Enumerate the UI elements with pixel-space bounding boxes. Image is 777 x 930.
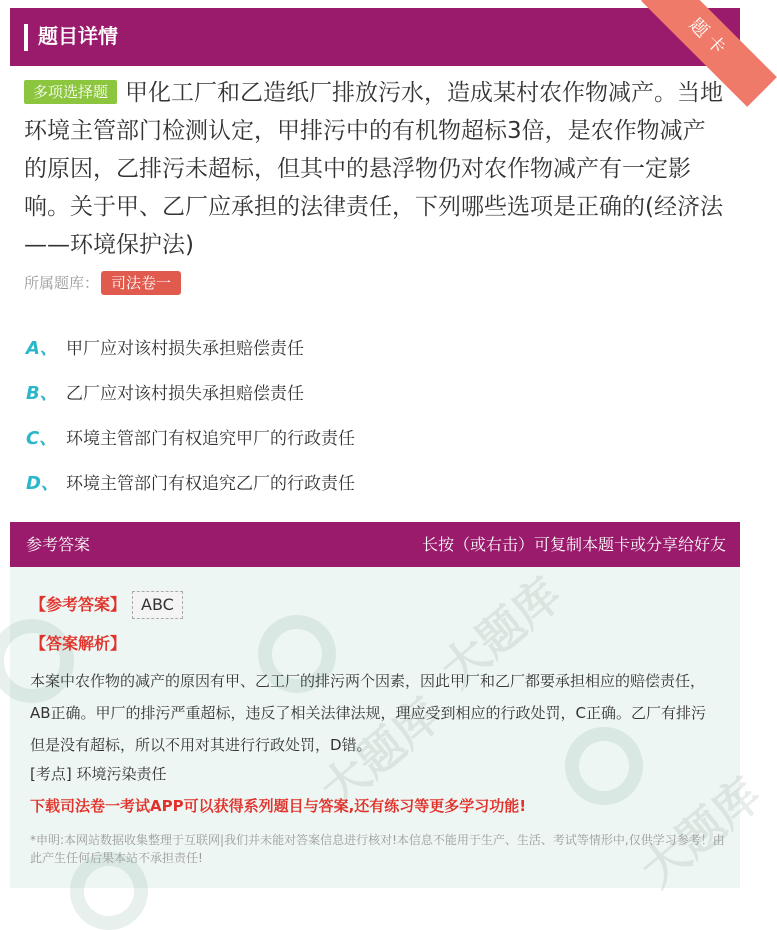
option-a[interactable]: [26, 324, 726, 369]
bank-label: 所属题库：: [24, 274, 100, 292]
option-text: 环境主管部门有权追究乙厂的行政责任: [66, 474, 355, 494]
option-text: 甲厂应对该村损失承担赔偿责任: [66, 339, 304, 359]
option-letter: D、: [26, 472, 59, 494]
option-c[interactable]: [26, 414, 726, 459]
analysis-text: 本案中农作物的减产的原因有甲、乙工厂的排污两个因素，因此甲厂和乙厂都要承担相应的赔偿责任，AB正确。甲厂的排污严重超标，违反了相关法律法规，理应受到相应的行政处罚，C正确。乙厂有排污但是没有超标，所以不用对其进行行政处罚，D错。: [30, 672, 707, 754]
answer-value: ABC: [132, 591, 183, 619]
app-download-promo[interactable]: 下载司法卷一考试APP可以获得系列题目与答案,还有练习等更多学习功能!: [30, 797, 527, 815]
option-b[interactable]: [26, 369, 726, 414]
option-letter: C、: [26, 427, 58, 449]
disclaimer: *申明:本网站数据收集整理于互联网|我们并未能对答案信息进行核对!本信息不能用于生产、生活、考试等情形中,仅供学习参考！由此产生任何后果本站不承担责任!: [30, 833, 725, 865]
header-accent-bar: [24, 24, 28, 51]
question-type-tag: 多项选择题: [24, 80, 117, 104]
page-title: 题目详情: [38, 24, 118, 48]
reference-answer: [30, 591, 183, 619]
knowledge-point: [考点] 环境污染责任: [30, 765, 167, 783]
share-hint: 长按（或右击）可复制本题卡或分享给好友: [421, 535, 726, 554]
option-letter: A、: [26, 337, 58, 359]
corner-ribbon-label: 题卡: [641, 0, 777, 107]
option-letter: B、: [26, 382, 58, 404]
option-text: 乙厂应对该村损失承担赔偿责任: [66, 384, 304, 404]
option-d[interactable]: [26, 459, 726, 504]
question-body: [24, 74, 724, 264]
watermark-logo: 大题库: [430, 567, 572, 698]
answer-label: 【参考答案】: [30, 595, 127, 614]
answer-header: [10, 522, 740, 567]
question-text: 甲化工厂和乙造纸厂排放污水，造成某村农作物减产。当地环境主管部门检测认定，甲排污中的有机物超标3倍，是农作物减产的原因，乙排污未超标，但其中的悬浮物仍对农作物减产有一定影响。关于甲、乙厂应承担的法律责任，下列哪些选项是正确的(经济法——环境保护法): [24, 80, 724, 258]
answer-header-title: 参考答案: [26, 535, 91, 554]
analysis-label: 【答案解析】: [30, 634, 127, 653]
option-text: 环境主管部门有权追究甲厂的行政责任: [66, 429, 355, 449]
bank-tag[interactable]: 司法卷一: [101, 271, 181, 295]
watermark-logo: 大题库: [630, 767, 772, 898]
question-bank: [24, 270, 181, 296]
answer-body: [10, 567, 772, 898]
watermark-logo: 大题库: [310, 687, 452, 818]
detail-header: [10, 8, 740, 66]
options-list: [26, 324, 726, 504]
